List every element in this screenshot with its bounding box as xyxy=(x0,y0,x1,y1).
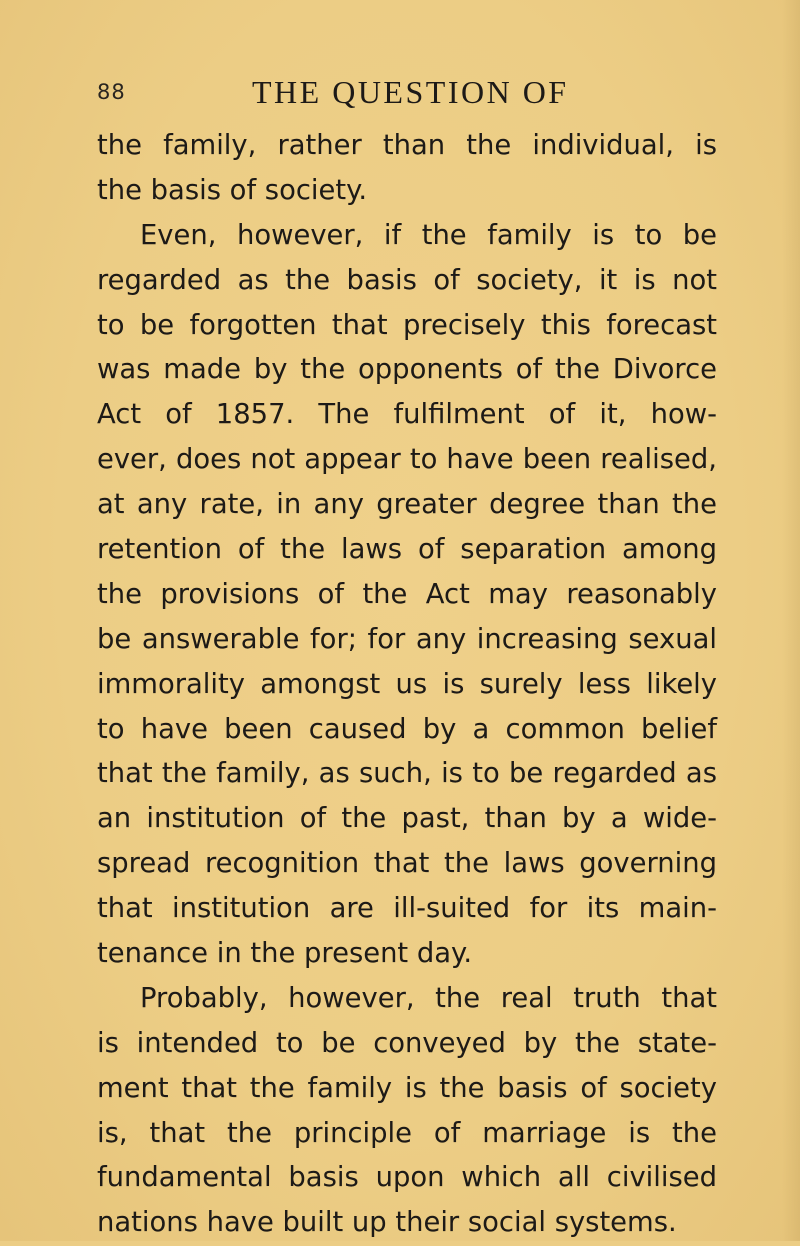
text-line: Probably, however, the real truth that xyxy=(140,982,717,1014)
page-number: 88 xyxy=(97,80,126,104)
running-title: THE QUESTION OF xyxy=(252,74,569,110)
text-line: ever, does not appear to have been realised, xyxy=(97,444,717,476)
text-line: to be forgotten that precisely this forecast xyxy=(97,309,717,341)
text-line: is intended to be conveyed by the state- xyxy=(97,1027,717,1059)
text-line: fundamental basis upon which all civilised xyxy=(97,1162,717,1194)
text-line: Even, however, if the family is to be xyxy=(140,219,717,251)
text-line: regarded as the basis of society, it is not xyxy=(97,264,717,296)
text-line: retention of the laws of separation among xyxy=(97,534,717,566)
text-line: nations have built up their social systems. xyxy=(97,1207,677,1239)
text-line: that the family, as such, is to be regarded as xyxy=(97,758,717,790)
text-line: ment that the family is the basis of society xyxy=(97,1072,717,1104)
text-line: the provisions of the Act may reasonably xyxy=(97,578,717,610)
page-edge-shadow xyxy=(782,0,800,1241)
text-line: that institution are ill-suited for its main- xyxy=(97,893,717,925)
text-line: tenance in the present day. xyxy=(97,938,473,970)
text-line: Act of 1857. The fulfilment of it, how- xyxy=(97,399,717,431)
text-line: spread recognition that the laws governing xyxy=(97,848,717,880)
text-line: an institution of the past, than by a wide- xyxy=(97,803,717,835)
body-text xyxy=(97,124,717,1246)
text-line: be answerable for; for any increasing sexual xyxy=(97,623,717,655)
text-line: immorality amongst us is surely less likely xyxy=(97,668,717,700)
text-line: at any rate, in any greater degree than the xyxy=(97,489,717,521)
running-head xyxy=(97,74,717,118)
text-line: was made by the opponents of the Divorce xyxy=(97,354,717,386)
text-line: is, that the principle of marriage is the xyxy=(97,1117,717,1149)
text-line: the basis of society. xyxy=(97,174,368,206)
text-line: the family, rather than the individual, is xyxy=(97,130,717,161)
text-line: to have been caused by a common belief xyxy=(97,713,717,745)
